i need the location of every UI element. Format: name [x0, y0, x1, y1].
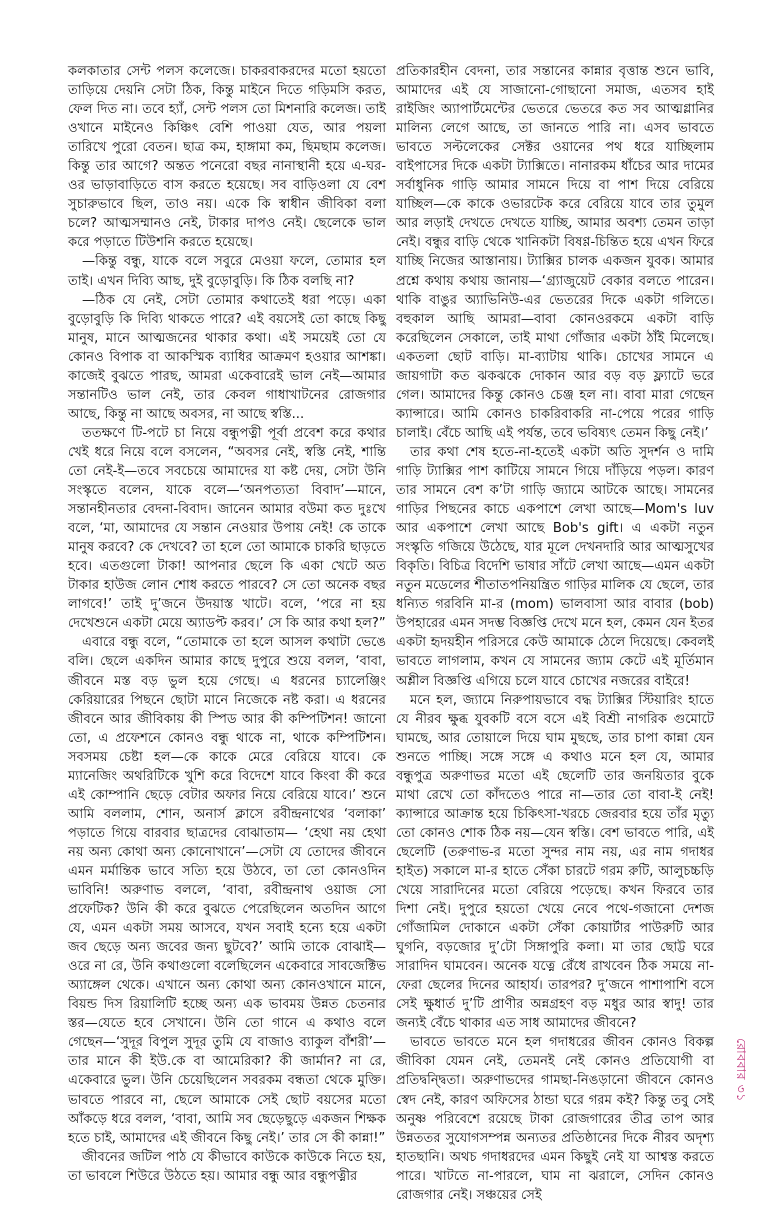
folio-text: রোববার ৩১ — [734, 1038, 749, 1102]
page-folio — [724, 1020, 754, 1120]
paragraph: কলকাতার সেন্ট পলস কলেজে। চাকরবাকরদের মতো হয়তো তাড়িয়ে দেয়নি সেটা ঠিক, কিন্তু মাইনে দিতে গড়িমসি করত, ফেল দিত না। তবে হ্যাঁ, সেন্ট পলস তো মিশনারি কলেজ। তাই ওখানে মাইনেও কিঞ্চিৎ বেশি পাওয়া যেত, আর পয়লা তারিখে পুরো বেতন। ছাত্র কম, হাঙ্গামা কম, ছিমছাম কলেজ। কিন্তু তার আগে? অন্তত পনেরো বছর নানাস্থানী হয়ে এ-ঘর-ওর ভাড়াবাড়িতে বাস করতে হয়েছে। সব বাড়িওলা যে বেশ সুচারুভাবে ছিল, তাও নয়। একে কি স্বাধীন জীবিকা বলা চলে? আত্মসম্মানও নেই, টাকার দাপও নেই। ছেলেকে ভাল করে পড়াতে টিউশনি করতে হয়েছে। — [68, 64, 386, 251]
paragraph: জীবনের জটিল পাঠ যে কীভাবে কাউকে কাউকে নিতে হয়, তা ভাবলে শিউরে উঠতে হয়। আমার বন্ধু আর বন্ধুপত্নীর — [68, 1149, 386, 1184]
right-column — [396, 62, 714, 1205]
paragraph: ভাবতে ভাবতে মনে হল গদাধরের জীবন কোনও বিকল্প জীবিকা যেমন নেই, তেমনই নেই কোনও প্রতিযোগী বা প্রতিদ্বন্দ্বিতা। অরুণাভদের গামছা-নিঙড়ানো জীবনে কোনও স্বেদ নেই, কারণ অফিসের ঠান্ডা ঘরে গরম কই? কিন্তু তবু সেই অনুষ্ণ পরিবেশে রয়েছে টাকা রোজগারের তীব্র তাপ আর উন্নততর সুযোগসম্পন্ন অন্যতর প্রতিষ্ঠানের দিকে নীরব অদৃশ্য হাতছানি। অথচ গদাধরদের এমন কিছুই নেই যা আশ্বস্ত করতে পারে। খাটতে না-পারলে, ঘাম না ঝরালে, সেদিন কোনও রোজগার নেই। সঞ্চয়ের সেই — [396, 1035, 714, 1203]
paragraph: ততক্ষণে টি-পটে চা নিয়ে বন্ধুপত্নী পূর্বা প্রবেশ করে কথার খেই ধরে নিয়ে বলে বসলেন, “অবসর নেই, স্বস্তি নেই, শান্তি তো নেই-ই—তবে সবচেয়ে আমাদের যা কষ্ট দেয়, সেটা উনি সংস্কৃতে বলেন, যাকে বলে—‘অনপত্যতা বিবাদ’—মানে, সন্তানহীনতার বেদনা-বিবাদ। জানেন আমার বউমা কত দুঃখে বলে, ‘মা, আমাদের যে সন্তান নেওয়ার উপায় নেই! কে তাকে মানুষ করবে? কে দেখবে? তা হলে তো আমাকে চাকরি ছাড়তে হবে। এতগুলো টাকা! আপনার ছেলে কি একা খেটে অত টাকার হাউজ লোন শোধ করতে পারবে? সে তো অনেক বছর লাগবে!’ তাই দু’জনে উদয়াস্ত খাটে। বলে, ‘পরে না হয় দেখেশুনে একটা মেয়ে অ্যাডপ্ট করব।’ সে কি আর কথা হল?” — [68, 425, 386, 632]
paragraph: এবারে বন্ধু বলে, “তোমাকে তা হলে আসল কথাটা ভেঙে বলি। ছেলে একদিন আমার কাছে দুপুরে শুয়ে বলল, ‘বাবা, জীবনে মস্ত বড় ভুল হয়ে গেছে। এ ধরনের চ্যালেঞ্জিং কেরিয়ারের পিছনে ছোটা মানে নিজেকে নষ্ট করা। এ ধরনের জীবনে আর জীবিকায় কী স্পিড আর কী কম্পিটিশন! জানো তো, এ প্রফেশনে কোনও বন্ধু থাকে না, থাকে কম্পিটিশন। সবসময় চেষ্টা হল—কে কাকে মেরে বেরিয়ে যাবে। কে ম্যানেজিং অথরিটিকে খুশি করে বিদেশে যাবে কিংবা কী করে এই কোম্পানি ছেড়ে বেটার অফার নিয়ে বেরিয়ে যাবে।’ শুনে আমি বললাম, শোন, অনার্স ক্লাসে রবীন্দ্রনাথের ‘বলাকা’ পড়াতে গিয়ে বারবার ছাত্রদের বোঝাতাম— ‘হেথা নয় হেথা নয় অন্য কোথা অন্য কোনোখানে’—সেটা যে তোদের জীবনে এমন মর্মান্তিক ভাবে সত্যি হয়ে উঠবে, তা তো কোনওদিন ভাবিনি! অরুণাভ বললে, ‘বাবা, রবীন্দ্রনাথ ওয়াজ সো প্রফেটিক? উনি কী করে বুঝতে পেরেছিলেন অতদিন আগে যে, এমন একটা সময় আসবে, যখন সবাই হন্যে হয়ে একটা জব ছেড়ে অন্য জবের জন্য ছুটবে?’ আমি তাকে বোঝাই—ওরে না রে, উনি কথাগুলো বলেছিলেন একেবারে সাবজেক্টিভ অ্যাঙ্গেল থেকে। এখানে অন্য কোথা অন্য কোনওখানে মানে, বিয়ন্ড দিস রিয়ালিটি হচ্ছে অন্য এক ভাবময় উন্নত চেতনার স্তর—যেতে হবে সেখানে। উনি তো গানে এ কথাও বলে গেছেন—‘সুদূর বিপুল সুদূর তুমি যে বাজাও ব্যাকুল বাঁশরী’—তার মানে কী ইউ.কে বা আমেরিকা? কী জার্মান? না রে, একেবারে ভুল। উনি চেয়েছিলেন সবরকম বন্ধতা থেকে মুক্তি। ভাবতে পারবে না, ছেলে আমাকে সেই ছোট বয়সের মতো আঁকড়ে ধরে বলল, ‘বাবা, আমি সব ছেড়েছুড়ে একজন শিক্ষক হতে চাই, আমাদের এই জীবনে কিছু নেই।’ তার সে কী কান্না!” — [68, 635, 386, 1146]
paragraph: —ঠিক যে নেই, সেটা তোমার কথাতেই ধরা পড়ে। একা বুড়োবুড়ি কি দিব্যি থাকতে পারে? এই বয়সেই তো কাছে কিছু মানুষ, মানে আত্মজনের থাকার কথা। এই সময়েই তো যে কোনও বিপাক বা আকস্মিক ব্যাধির আক্রমণ হওয়ার আশঙ্কা। কাজেই বুঝতে পারছ, আমরা একেবারেই ভাল নেই—আমার সন্তানটিও ভাল নেই, তার কেবল গাধাখাটনের রোজগার আছে, কিন্তু না আছে অবসর, না আছে স্বস্তি... — [68, 292, 386, 422]
paragraph: —কিন্তু বন্ধু, যাকে বলে সবুরে মেওয়া ফলে, তোমার হল তাই। এখন দিব্যি আছ, দুই বুড়োবুড়ি। কি ঠিক বলছি না? — [68, 254, 386, 289]
left-column — [68, 62, 386, 1186]
paragraph: তার কথা শেষ হতে-না-হতেই একটা অতি সুদর্শন ও দামি গাড়ি ট্যাক্সির পাশ কাটিয়ে সামনে গিয়ে দাঁড়িয়ে পড়ল। কারণ তার সামনে বেশ ক’টা গাড়ি জ্যামে আটকে আছে। সামনের গাড়ির পিছনের কাচে একপাশে লেখা আছে—Mom's luv আর একপাশে লেখা আছে Bob's gift। এ একটা নতুন সংস্কৃতি গজিয়ে উঠেছে, যার মূলে দেখনদারি আর আত্মসুখের বিকৃতি। বিচিত্র বিদেশি ভাষার সাঁটে লেখা আছে—এমন একটা নতুন মডেলের শীতাতপনিয়ন্ত্রিত গাড়ির মালিক যে ছেলে, তার ধন্যিত গরবিনি মা-র (mom) ভালবাসা আর বাবার (bob) উপহারের এমন সদম্ভ বিজ্ঞপ্তি দেখে মনে হল, কেমন যেন ইতর একটা হৃদয়হীন পরিসরে কেউ আমাকে ঠেলে দিয়েছে। কেবলই ভাবতে লাগলাম, কখন যে সামনের জ্যাম কেটে এই মূর্তিমান অশ্লীল বিজ্ঞপ্তি এগিয়ে চলে যাবে চোখের নজরের বাইরে! — [396, 444, 714, 689]
paragraph: মনে হল, জ্যামে নিরুপায়ভাবে বদ্ধ ট্যাক্সির স্টিয়ারিং হাতে যে নীরব ক্ষুব্ধ যুবকটি বসে বসে এই বিশ্রী নাগরিক গুমোটে ঘামছে, আর তোয়ালে দিয়ে ঘাম মুছছে, তার চাপা কান্না যেন শুনতে পাচ্ছি। সঙ্গে সঙ্গে এ কথাও মনে হল যে, আমার বন্ধুপুত্র অরুণাভর মতো এই ছেলেটি তার জনয়িতার বুকে মাথা রেখে তো কাঁদতেও পারে না—তার তো বাবা-ই নেই! ক্যান্সারে আক্রান্ত হয়ে চিকিৎসা-খরচে জেরবার হয়ে তাঁর মৃত্যু তো কোনও শোক ঠিক নয়—যেন স্বস্তি। বেশ ভাবতে পারি, এই ছেলেটি (তরুণাভ-র মতো সুন্দর নাম নয়, এর নাম গদাধর হাইত) সকালে মা-র হাতে সেঁকা চারটে গরম রুটি, আলুচচ্চড়ি খেয়ে সারাদিনের মতো বেরিয়ে পড়েছে। কখন ফিরবে তার দিশা নেই। দুপুরে হয়তো খেয়ে নেবে পথে-গজানো দেশজ গোঁজামিল দোকানে একটা সেঁকা কোয়ার্টার পাউরুটি আর ঘুগনি, বড়জোর দু’টো সিঙ্গাপুরি কলা। মা তার ছোট্ট ঘরে সারাদিন ঘামবেন। অনেক যত্নে রেঁধে রাখবেন ঠিক সময়ে না-ফেরা ছেলের দিনের আহার্য। তারপর? দু’জনে পাশাপাশি বসে সেই ক্ষুধার্ত দু’টি প্রাণীর অন্নগ্রহণ বড় মধুর আর স্বাদু! তার জন্যই বেঁচে থাকার এত সাধ আমাদের জীবনে? — [396, 692, 714, 1032]
paragraph: প্রতিকারহীন বেদনা, তার সন্তানের কান্নার বৃত্তান্ত শুনে ভাবি, আমাদের এই যে সাজানো-গোছানো সমাজ, এতসব হাই রাইজিং অ্যাপার্টমেন্টের ভেতরে ভেতরে কত সব আত্মগ্লানির মালিন্য লেগে আছে, তা জানতে পারি না। এসব ভাবতে ভাবতে সল্টলেকের সেক্টর ওয়ানের পথ ধরে যাচ্ছিলাম বাইপাসের দিকে একটা ট্যাক্সিতে। নানারকম ধাঁচের আর দামের সর্বাধুনিক গাড়ি আমার সামনে দিয়ে বা পাশ দিয়ে বেরিয়ে যাচ্ছিল—কে কাকে ওভারটেক করে বেরিয়ে যাবে তার তুমুল আর লড়াই দেখতে দেখতে যাচ্ছি, আমার অবশ্য তেমন তাড়া নেই। বন্ধুর বাড়ি থেকে খানিকটা বিষণ্ণ-চিন্তিত হয়ে এখন ফিরে যাচ্ছি নিজের আস্তানায়। ট্যাক্সির চালক একজন যুবক। আমার প্রশ্নে কথায় কথায় জানায়—‘গ্র্যাজুয়েট বেকার বলতে পারেন। থাকি বাঙুর অ্যাভিনিউ-এর ভেতরের দিকে একটা গলিতে। বহুকাল আছি আমরা—বাবা কোনওরকমে একটা বাড়ি করেছিলেন সেকালে, তাই মাথা গোঁজার একটা ঠাঁই মিলেছে। একতলা ছোট বাড়ি। মা-ব্যাটায় থাকি। চোখের সামনে এ জায়গাটা কত ঝকঝকে দোকান আর বড় বড় ফ্ল্যাটে ভরে গেল। আমাদের কিন্তু কোনও চেঞ্জ হল না। বাবা মারা গেছেন ক্যান্সারে। আমি কোনও চাকরিবাকরি না-পেয়ে পরের গাড়ি চালাই। বেঁচে আছি এই পর্যন্ত, তবে ভবিষ্যৎ তেমন কিছু নেই।’ — [396, 64, 714, 441]
